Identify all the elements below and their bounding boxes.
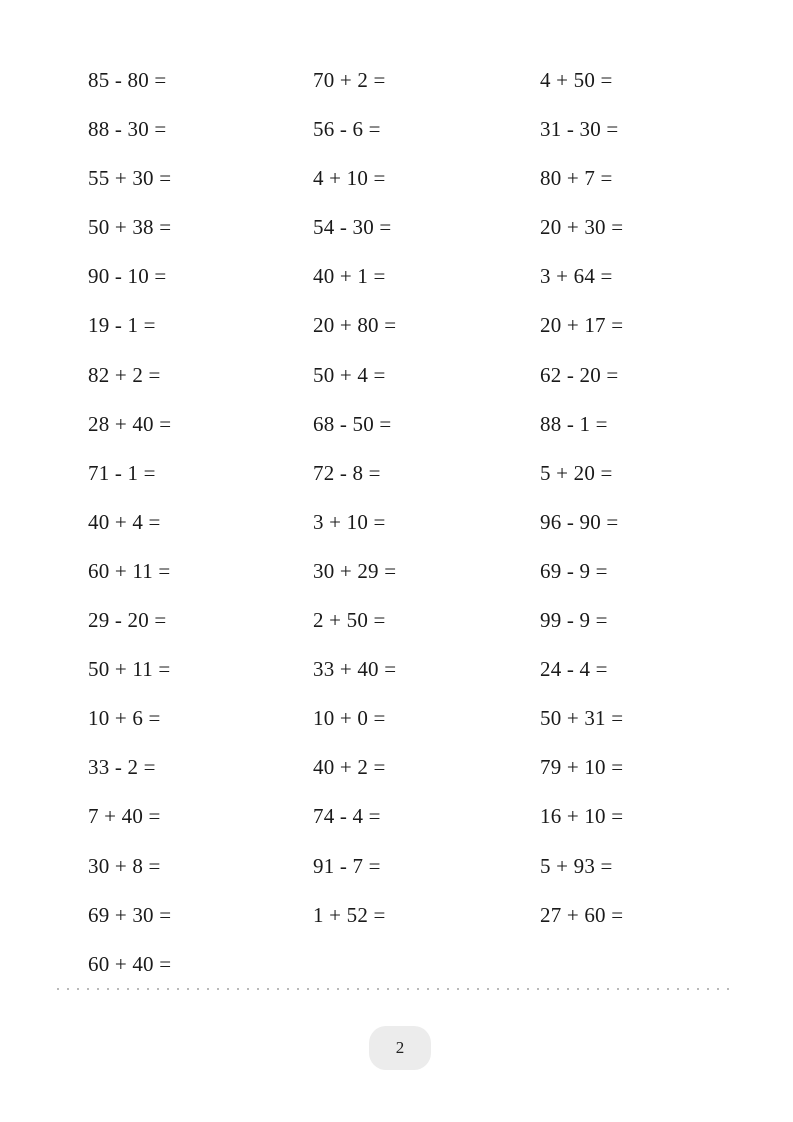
math-problem: 30 + 29 = (313, 558, 397, 583)
math-problem: 80 + 7 = (540, 166, 613, 191)
math-problem: 7 + 40 = (88, 804, 161, 829)
math-problem: 28 + 40 = (88, 411, 172, 436)
math-problem: 72 - 8 = (313, 460, 381, 485)
page-divider-dashed-line (57, 988, 737, 990)
math-problem: 50 + 4 = (313, 362, 386, 387)
math-problem: 3 + 10 = (313, 509, 386, 534)
math-problem: 4 + 50 = (540, 68, 613, 92)
math-problem: 79 + 10 = (540, 755, 624, 780)
math-problem: 91 - 7 = (313, 853, 381, 878)
math-problem: 82 + 2 = (88, 362, 161, 387)
math-problem: 60 + 40 = (88, 951, 172, 976)
math-problem: 60 + 11 = (88, 558, 171, 583)
page-number: 2 (395, 1038, 405, 1057)
math-problem: 20 + 80 = (313, 313, 397, 338)
math-problem: 5 + 93 = (540, 853, 613, 878)
math-problem: 40 + 1 = (313, 264, 386, 289)
math-problem: 1 + 52 = (313, 902, 386, 927)
math-problem: 27 + 60 = (540, 902, 624, 927)
math-problem: 33 - 2 = (88, 755, 156, 780)
math-problem: 54 - 30 = (313, 215, 392, 240)
math-problem: 10 + 0 = (313, 706, 386, 731)
math-problem: 68 - 50 = (313, 411, 392, 436)
math-problem: 88 - 1 = (540, 411, 608, 436)
math-problem: 2 + 50 = (313, 608, 386, 633)
math-problem: 29 - 20 = (88, 608, 167, 633)
empty-cell (540, 940, 705, 989)
math-problem: 90 - 10 = (88, 264, 167, 289)
math-problem: 88 - 30 = (88, 117, 167, 142)
math-problem: 96 - 90 = (540, 509, 619, 534)
math-problem: 55 + 30 = (88, 166, 172, 191)
math-problem: 69 + 30 = (88, 902, 172, 927)
math-problem: 69 - 9 = (540, 558, 608, 583)
math-problem: 62 - 20 = (540, 362, 619, 387)
math-problem: 19 - 1 = (88, 313, 156, 338)
math-problem: 71 - 1 = (88, 460, 156, 485)
math-problem: 50 + 38 = (88, 215, 172, 240)
math-problem: 5 + 20 = (540, 460, 613, 485)
math-problem: 31 - 30 = (540, 117, 619, 142)
math-problem: 10 + 6 = (88, 706, 161, 731)
math-problem: 56 - 6 = (313, 117, 381, 142)
math-problem: 40 + 4 = (88, 509, 161, 534)
math-problem: 3 + 64 = (540, 264, 613, 289)
math-problem: 30 + 8 = (88, 853, 161, 878)
empty-cell (313, 940, 540, 989)
math-problem: 20 + 17 = (540, 313, 624, 338)
math-problem: 40 + 2 = (313, 755, 386, 780)
math-problem: 20 + 30 = (540, 215, 624, 240)
math-problem: 50 + 31 = (540, 706, 624, 731)
math-problem: 24 - 4 = (540, 657, 608, 682)
math-problems-grid (88, 56, 705, 989)
math-problem: 16 + 10 = (540, 804, 624, 829)
math-problem: 99 - 9 = (540, 608, 608, 633)
math-problem: 74 - 4 = (313, 804, 381, 829)
math-problem: 50 + 11 = (88, 657, 171, 682)
math-problem: 70 + 2 = (313, 68, 386, 92)
math-problem: 33 + 40 = (313, 657, 397, 682)
math-problem: 4 + 10 = (313, 166, 386, 191)
page-number-badge (369, 1026, 431, 1070)
math-problem: 85 - 80 = (88, 68, 167, 92)
